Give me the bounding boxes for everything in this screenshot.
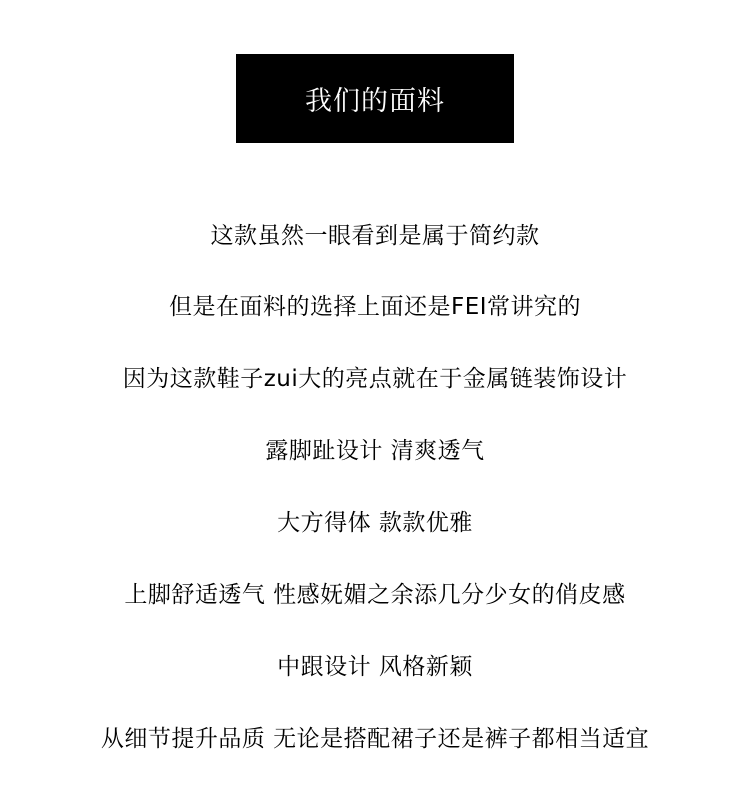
description-line-7: 中跟设计 风格新颖 — [277, 654, 473, 680]
description-line-6: 上脚舒适透气 性感妩媚之余添几分少女的俏皮感 — [124, 582, 626, 608]
description-line-8: 从细节提升品质 无论是搭配裙子还是裤子都相当适宜 — [100, 726, 650, 752]
description-line-1: 这款虽然一眼看到是属于简约款 — [210, 223, 540, 249]
description-line-5: 大方得体 款款优雅 — [277, 510, 473, 536]
description-line-3: 因为这款鞋子zui大的亮点就在于金属链装饰设计 — [122, 366, 628, 392]
description-line-4: 露脚趾设计 清爽透气 — [265, 438, 485, 464]
title-banner — [236, 54, 514, 143]
description-line-2: 但是在面料的选择上面还是FEI常讲究的 — [168, 294, 582, 320]
page-title: 我们的面料 — [305, 86, 445, 117]
